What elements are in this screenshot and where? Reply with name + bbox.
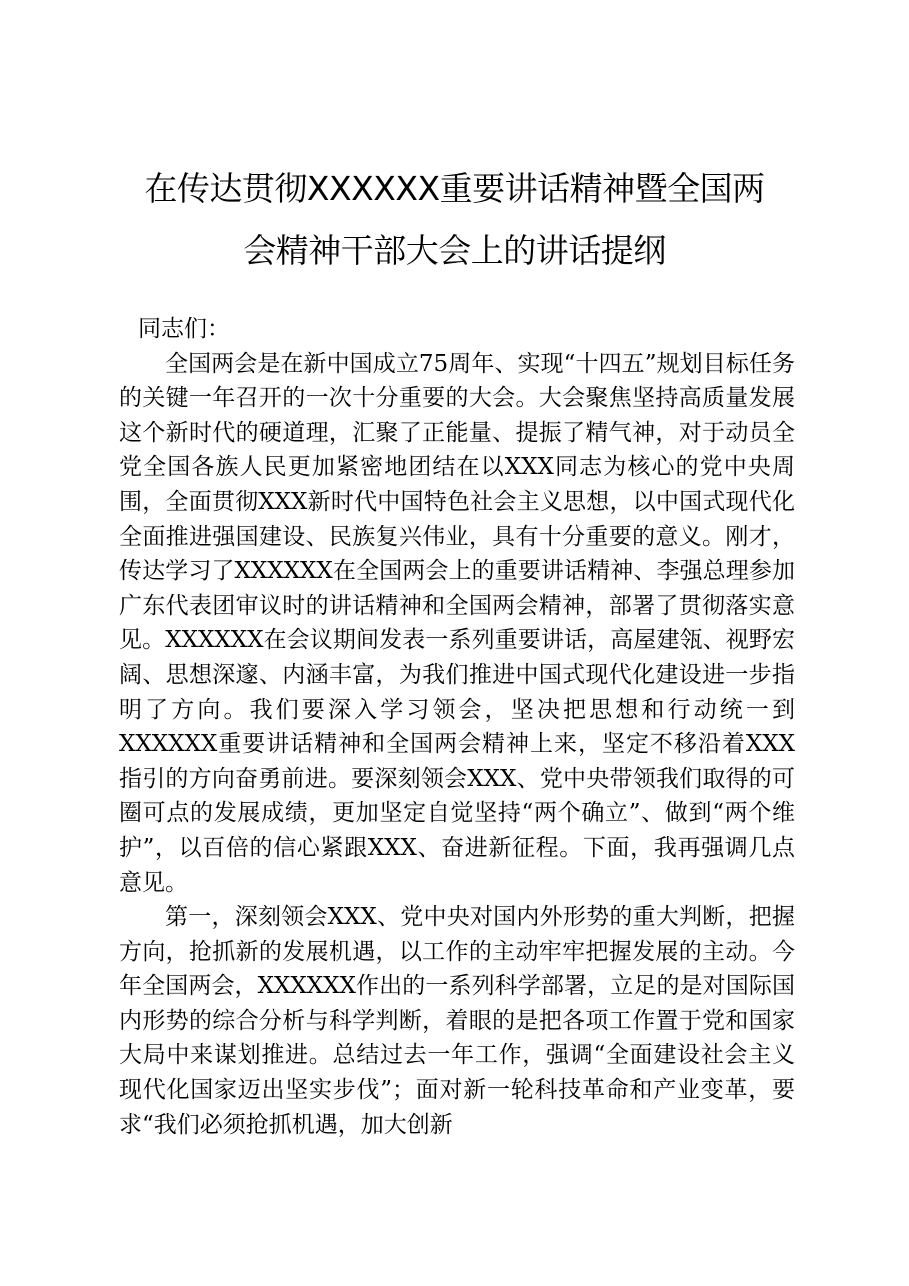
- document-title: [70, 158, 839, 282]
- title-line-2: 会精神干部大会上的讲话提纲: [243, 231, 666, 270]
- paragraph-1: 全国两会是在新中国成立75周年、实现“十四五”规划目标任务的关键一年召开的一次十分重要的大会。大会聚焦坚持高质量发展这个新时代的硬道理，汇聚了正能量、提振了精气神，对于动员全党全国各族人民更加紧密地团结在以XXX同志为核心的党中央周围，全面贯彻XXX新时代中国特色社会主义思想，以中国式现代化全面推进强国建设、民族复兴伟业，具有十分重要的意义。刚才，传达学习了XXXXXX在全国两会上的重要讲话精神、李强总理参加广东代表团审议时的讲话精神和全国两会精神，部署了贯彻落实意见。XXXXXX在会议期间发表一系列重要讲话，高屋建瓴、视野宏阔、思想深邃、内涵丰富，为我们推进中国式现代化建设进一步指明了方向。我们要深入学习领会，坚决把思想和行动统一到XXXXXX重要讲话精神和全国两会精神上来，坚定不移沿着XXX指引的方向奋勇前进。要深刻领会XXX、党中央带领我们取得的可圈可点的发展成绩，更加坚定自觉坚持“两个确立”、做到“两个维护”，以百倍的信心紧跟XXX、奋进新征程。下面，我再强调几点意见。: [119, 350, 795, 896]
- paragraph-2: 第一，深刻领会XXX、党中央对国内外形势的重大判断，把握方向，抢抓新的发展机遇，以工作的主动牢牢把握发展的主动。今年全国两会，XXXXXX作出的一系列科学部署，立足的是对国际国内形势的综合分析与科学判断，着眼的是把各项工作置于党和国家大局中来谋划推进。总结过去一年工作，强调“全面建设社会主义现代化国家迈出坚实步伐”；面对新一轮科技革命和产业变革，要求“我们必须抢抓机遇，加大创新: [119, 904, 795, 1138]
- title-line-1: 在传达贯彻XXXXXX重要讲话精神暨全国两: [144, 169, 765, 208]
- document-body: [119, 312, 795, 1142]
- salutation: 同志们：: [138, 316, 230, 342]
